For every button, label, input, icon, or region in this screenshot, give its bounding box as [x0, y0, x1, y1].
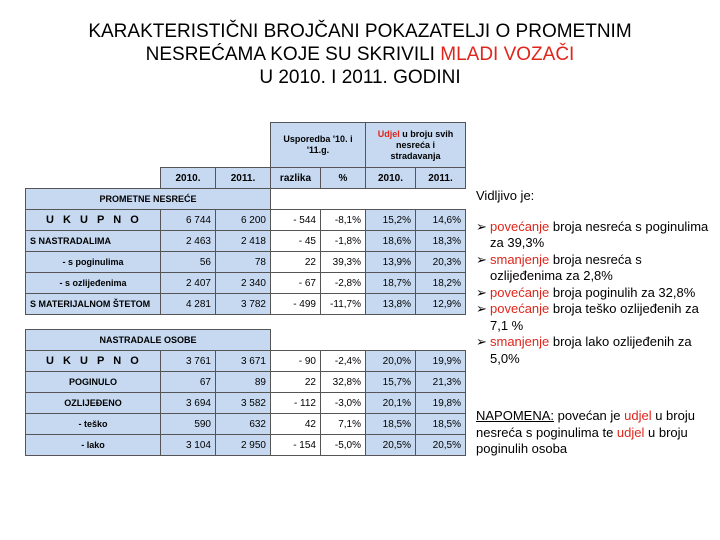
list-item	[476, 301, 716, 334]
table-row	[26, 372, 466, 393]
row-label: U K U P N O	[26, 351, 161, 372]
section-title: NASTRADALE OSOBE	[26, 330, 271, 351]
difference: - 67	[271, 273, 321, 294]
table-row	[26, 351, 466, 372]
percent-change: -1,8%	[321, 231, 366, 252]
value-2011: 78	[216, 252, 271, 273]
difference: - 154	[271, 435, 321, 456]
row-label: U K U P N O	[26, 210, 161, 231]
percent-change: -2,4%	[321, 351, 366, 372]
difference: - 499	[271, 294, 321, 315]
arrow-bullet-icon: ➢	[476, 301, 487, 316]
share-2011: 18,5%	[416, 414, 466, 435]
arrow-bullet-icon: ➢	[476, 251, 487, 267]
share-2011: 21,3%	[416, 372, 466, 393]
list-item	[476, 285, 716, 302]
value-2011: 2 950	[216, 435, 271, 456]
percent-change: -3,0%	[321, 393, 366, 414]
difference: 22	[271, 372, 321, 393]
value-2011: 3 671	[216, 351, 271, 372]
col-header: 2011.	[216, 168, 271, 189]
note-highlight-1: udjel	[624, 408, 652, 423]
arrow-bullet-icon: ➢	[476, 284, 487, 300]
col-header: 2010.	[366, 168, 416, 189]
share-2010: 15,2%	[366, 210, 416, 231]
col-header: 2010.	[161, 168, 216, 189]
value-2010: 3 694	[161, 393, 216, 414]
note-text-3: u broju poginulih osoba	[476, 424, 688, 456]
value-2010: 67	[161, 372, 216, 393]
section-title: PROMETNE NESREĆE	[26, 189, 271, 210]
share-2010: 20,1%	[366, 393, 416, 414]
share-2011: 20,5%	[416, 435, 466, 456]
finding-keyword: povećanje	[490, 218, 550, 234]
share-header-rest: u broju svih nesreća i stradavanja	[390, 128, 454, 161]
share-header-highlight: Udjel	[377, 128, 400, 139]
table-row	[26, 414, 466, 435]
note-text-2: u broju nesreća s poginulima te	[476, 408, 695, 440]
value-2010: 4 281	[161, 294, 216, 315]
finding-keyword: smanjenje	[490, 251, 550, 267]
value-2010: 2 407	[161, 273, 216, 294]
list-item	[476, 334, 716, 367]
value-2011: 6 200	[216, 210, 271, 231]
value-2010: 3 761	[161, 351, 216, 372]
share-header	[366, 123, 466, 168]
percent-change: 7,1%	[321, 414, 366, 435]
share-2011: 18,2%	[416, 273, 466, 294]
table-row	[26, 435, 466, 456]
percent-change: -2,8%	[321, 273, 366, 294]
share-2010: 18,6%	[366, 231, 416, 252]
percent-change: -11,7%	[321, 294, 366, 315]
difference: - 90	[271, 351, 321, 372]
table-row	[26, 231, 466, 252]
share-2011: 18,3%	[416, 231, 466, 252]
value-2010: 2 463	[161, 231, 216, 252]
share-2010: 20,5%	[366, 435, 416, 456]
row-label: - s ozlijeđenima	[26, 273, 161, 294]
share-2010: 13,8%	[366, 294, 416, 315]
difference: - 45	[271, 231, 321, 252]
percent-change: 32,8%	[321, 372, 366, 393]
finding-keyword: povećanje	[490, 301, 550, 316]
share-2011: 20,3%	[416, 252, 466, 273]
col-header: razlika	[271, 168, 321, 189]
table-row	[26, 294, 466, 315]
list-item	[476, 252, 716, 285]
value-2011: 2 418	[216, 231, 271, 252]
table-row	[26, 393, 466, 414]
row-label: - s poginulima	[26, 252, 161, 273]
value-2011: 3 782	[216, 294, 271, 315]
col-header: 2011.	[416, 168, 466, 189]
findings-intro: Vidljivo je:	[476, 188, 535, 203]
share-2010: 18,7%	[366, 273, 416, 294]
percent-change: -5,0%	[321, 435, 366, 456]
share-2010: 20,0%	[366, 351, 416, 372]
difference: - 544	[271, 210, 321, 231]
share-2011: 14,6%	[416, 210, 466, 231]
row-label: - teško	[26, 414, 161, 435]
table-row	[26, 210, 466, 231]
col-header: %	[321, 168, 366, 189]
row-label: POGINULO	[26, 372, 161, 393]
title-line-2-prefix: NESREĆAMA KOJE SU SKRIVILI	[145, 44, 441, 65]
share-2010: 18,5%	[366, 414, 416, 435]
value-2011: 2 340	[216, 273, 271, 294]
value-2011: 632	[216, 414, 271, 435]
share-2011: 12,9%	[416, 294, 466, 315]
value-2011: 89	[216, 372, 271, 393]
value-2011: 3 582	[216, 393, 271, 414]
note-label: NAPOMENA:	[476, 408, 555, 423]
title-line-2	[0, 43, 720, 66]
arrow-bullet-icon: ➢	[476, 334, 487, 349]
share-2010: 13,9%	[366, 252, 416, 273]
findings-panel	[476, 188, 716, 367]
percent-change: -8,1%	[321, 210, 366, 231]
note-highlight-2: udjel	[616, 424, 645, 440]
list-item	[476, 219, 716, 252]
difference: 42	[271, 414, 321, 435]
finding-text: broja nesreća s ozlijeđenima za 2,8%	[490, 251, 642, 283]
note	[476, 408, 716, 458]
value-2010: 56	[161, 252, 216, 273]
row-label: OZLIJEĐENO	[26, 393, 161, 414]
finding-text: broja teško ozlijeđenih za 7,1 %	[490, 301, 699, 333]
note-text-1: povećan je	[554, 408, 625, 423]
row-label: S MATERIJALNOM ŠTETOM	[26, 294, 161, 315]
value-2010: 590	[161, 414, 216, 435]
difference: - 112	[271, 393, 321, 414]
finding-keyword: povećanje	[490, 284, 550, 300]
statistics-table	[25, 122, 466, 456]
finding-keyword: smanjenje	[490, 334, 550, 349]
findings-list	[476, 219, 716, 368]
page-title	[0, 20, 720, 89]
title-line-3: U 2010. I 2011. GODINI	[259, 67, 461, 88]
finding-text: broja lako ozlijeđenih za 5,0%	[490, 334, 692, 366]
finding-text: broja poginulih za 32,8%	[549, 284, 696, 300]
value-2010: 6 744	[161, 210, 216, 231]
share-2010: 15,7%	[366, 372, 416, 393]
arrow-bullet-icon: ➢	[476, 218, 487, 234]
finding-text: broja nesreća s poginulima za 39,3%	[490, 218, 709, 250]
title-highlight: MLADI VOZAČI	[440, 44, 575, 65]
percent-change: 39,3%	[321, 252, 366, 273]
share-2011: 19,9%	[416, 351, 466, 372]
row-label: - lako	[26, 435, 161, 456]
value-2010: 3 104	[161, 435, 216, 456]
difference: 22	[271, 252, 321, 273]
table-row	[26, 273, 466, 294]
row-label: S NASTRADALIMA	[26, 231, 161, 252]
title-line-1: KARAKTERISTIČNI BROJČANI POKAZATELJI O PROMETNIM	[88, 21, 632, 42]
compare-header: Usporedba '10. i '11.g.	[271, 123, 366, 168]
share-2011: 19,8%	[416, 393, 466, 414]
table-row	[26, 252, 466, 273]
